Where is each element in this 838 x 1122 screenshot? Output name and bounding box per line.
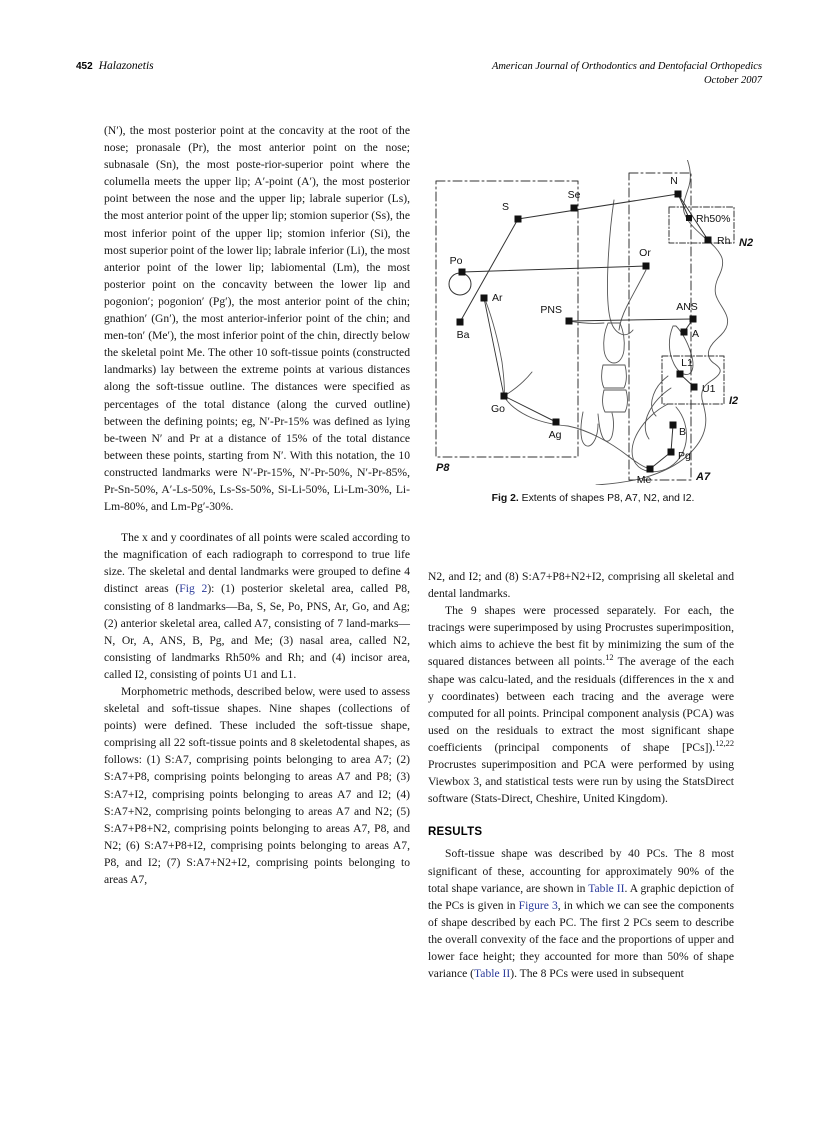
landmark-point-Pg [668,449,675,456]
landmark-point-B [670,422,677,429]
landmark-label-Or: Or [639,247,651,259]
landmark-label-Pg: Pg [678,450,691,462]
landmark-point-Po [459,269,466,276]
landmark-label-B: B [679,426,687,438]
landmark-point-PNS [566,318,573,325]
para-text-pre: The x and y coordinates of all points were scaled according to the magnification of each radiograph to correspond to true life size. The skeletal and dental landmarks were grouped to define 4 distinct areas ( [104,531,410,596]
region-label-p8: P8 [436,462,450,474]
issue-date: October 2007 [703,75,762,86]
landmark-point-Ba [457,319,464,326]
section-heading-results: RESULTS [428,826,483,839]
line-pns-ans [569,319,693,321]
landmark-label-Rh: Rh [717,235,731,247]
landmark-label-Ba: Ba [456,329,470,341]
region-label-a7: A7 [696,471,711,483]
landmark-point-ANS [690,316,697,323]
landmark-label-Ar: Ar [492,292,503,304]
lower-incisor-alveolus [652,376,668,416]
running-head [76,60,762,100]
landmark-point-Ag [553,419,560,426]
landmark-point-Se [571,205,578,212]
landmark-label-Ag: Ag [548,429,562,441]
orbital-rim-trace [619,270,646,330]
paragraph-shape-list-continued: N2, and I2; and (8) S:A7+P8+N2+I2, comprising all skeletal and dental landmarks. [428,570,734,601]
line-n-rh50 [678,194,689,218]
ramus-anterior-border [504,372,532,396]
landmark-point-Me [647,466,654,473]
figure-2 [428,160,758,485]
page-number: 452 [76,61,93,72]
upper-incisor-tooth [604,323,625,363]
journal-title: American Journal of Orthodontics and Dentofacial Orthopedics [491,61,762,72]
paragraph-coordinate-scaling [104,529,410,683]
results-text-c: , in which we can see the components of shape described by each PC. The first 2 PCs seem to describe the overall convexity of the face and the proportions of upper and lower face height; they accounted for more than 50% of shape variance ( [428,898,734,981]
results-text-d: ). The 8 PCs were used in subsequent [510,967,684,981]
landmark-point-Or [643,263,650,270]
results-text-b: . A graphic depiction of the PCs is given in [428,881,734,912]
line-s-se-n [518,194,678,219]
table-2-crossref-2[interactable]: Table II [474,967,511,981]
landmark-label-ANS: ANS [676,301,698,313]
landmark-label-U1: U1 [702,383,716,395]
table-2-crossref-1[interactable]: Table II [588,881,625,895]
region-label-i2: I2 [729,395,739,407]
running-head-right [492,60,762,88]
landmark-label-L1: L1 [681,357,693,369]
landmark-label-Po: Po [449,255,463,267]
left-column [104,122,410,888]
landmark-label-Go: Go [490,403,506,415]
citation-ref-12[interactable]: 12 [605,653,614,663]
landmark-label-A: A [692,328,700,340]
figure-caption-label: Fig 2. [491,493,519,504]
procrustes-text-b: The average of the each shape was calcu-lated, and the residuals (differences in the x and y coordinates) between each tracing and the average were computed for all points. Principal component analysis (PCA) was used on the residuals to extract the most significant shape coefficients (principal components of shape [PCs]). [428,655,735,754]
procrustes-text-c: Procrustes superimposition and PCA were performed by using Viewbox 3, and statistical tests were run by using the StatsDirect software (Stats-Direct, Cheshire, United Kingdom). [428,758,734,806]
paragraph-morphometric-methods: Morphometric methods, described below, were used to assess skeletal and soft-tissue shapes. Nine shapes (collections of points) were defined. These included the soft-tissue shape, comprising all 22 soft-tissue points and 8 skeletodental shapes, as follows: (1) S:A7, comprising points belonging to area A7; (2) S:A7+P8, comprising points belonging to areas A7 and P8; (3) S:A7+I2, comprising points belonging to areas A7 and I2; (4) S:A7+N2, comprising points belonging to areas A7 and N2; (5) S:A7+P8+N2, comprising points belonging to areas A7, P8, and N2; (6) S:A7+P8+I2, comprising points belonging to areas A7, P8, and I2; (7) S:A7+N2+I2, comprising points belonging to areas A7, [104,685,410,887]
figure-caption-text: Extents of shapes P8, A7, N2, and I2. [521,493,695,504]
landmark-label-S: S [501,201,509,213]
landmark-point-Go [501,393,508,400]
line-ar-go [484,298,504,396]
porion-circle [449,273,471,295]
landmark-point-U1 [691,384,698,391]
soft-tissue-profile-outline [596,160,731,485]
running-head-left [76,60,154,72]
landmark-point-Rh50 [686,215,692,221]
paragraph-results-first [428,845,734,982]
results-text-a: Soft-tissue shape was described by 40 PCs. The 8 most significant of these, accounting for approximately 90% of the total shape variance, are shown in [428,847,734,895]
landmark-label-PNS: PNS [540,304,562,316]
region-label-n2: N2 [739,237,754,249]
landmark-point-S [515,216,522,223]
landmark-point-Ar [481,295,488,302]
line-b-pg [671,425,673,452]
lower-molar-tooth-2 [603,390,628,412]
cephalometric-tracing-diagram [428,160,758,485]
citation-ref-12-22[interactable]: 12,22 [715,739,734,749]
landmark-point-N [675,191,682,198]
landmark-label-Se: Se [567,189,581,201]
author-name: Halazonetis [98,60,154,72]
landmark-label-Me: Me [636,474,652,485]
landmark-point-Rh [705,237,712,244]
region-label-group [436,237,753,483]
line-go-ag [504,396,556,422]
landmark-point-A [681,329,688,336]
lower-incisor-roots [581,412,614,446]
figure-3-crossref[interactable]: Figure 3 [518,898,558,912]
figure-2-crossref[interactable]: Fig 2 [179,582,208,596]
right-column [428,568,734,982]
landmark-label-Rh50: Rh50% [696,213,731,225]
mandibular-inner-curve [645,388,671,439]
paragraph-procrustes-pca [428,602,734,807]
figure-2-caption [432,492,754,505]
procrustes-text-a: The 9 shapes were processed separately. For each, the tracings were superimposed by using Procrustes superimposition, which aims to achieve the best fit by minimizing the sum of the squared distances between all points. [428,604,734,669]
lower-molar-tooth-1 [602,365,627,388]
para-text-post: ): (1) posterior skeletal area, called P8, consisting of 8 landmarks—Ba, S, Se, Po, PNS, Ar, Go, and Ag; (2) anterior skeletal area, called A7, consisting of 7 land-marks—N, Or, A, ANS, B, Pg, and Me; (3) nasal area, called N2, consisting of landmarks Rh50% and Rh; and (4) incisor area, called I2, consisting of points U1 and L1. [104,582,410,681]
landmark-label-N: N [670,175,678,187]
landmark-point-L1 [677,371,684,378]
paragraph-landmark-definitions: (N′), the most posterior point at the concavity at the root of the nose; pronasale (Pr), the most anterior point on the nose; subnasale (Sn), the most poste-rior-superior point where the columella meets the upper lip; A′-point (A′), the most posterior point between the nose and the upper lip; labrale superior (Ls), the most anterior point of the upper lip; stomion superior (Ss), the most inferior point of the upper lip; stomion inferior (Si), the most superior point of the lower lip; labrale inferior (Li), the most anterior point of the lower lip; labiomental (Lm), the most posterior point on the concavity between the lower lip and pogonion′; pogonion′ (Pg′), the most anterior point of the chin; gnathion′ (Gn′), the most anterior-inferior point of the chin; and men-ton′ (Me′), the most inferior point of the chin, directly below the skeletal point Me. The other 10 soft-tissue points (constructed landmarks) lay between the extreme points at various distances along the soft-tissue outline. The distances were specified as percentages of the total distance (along the curved outline) between the defining points; eg, N′-Pr-15% was defined as lying be-tween N′ and Pr at a distance of 15% of the total distance between these points, starting from N′. With this notation, the 10 constructed landmarks were N′-Pr-15%, N′-Pr-50%, N′-Pr-85%, Pr-Sn-50%, A′-Ls-50%, Ls-Ss-50%, Si-Li-50%, Li-Lm-30%, Li-Lm-80%, and Lm-Pg′-30%. [104,124,410,514]
